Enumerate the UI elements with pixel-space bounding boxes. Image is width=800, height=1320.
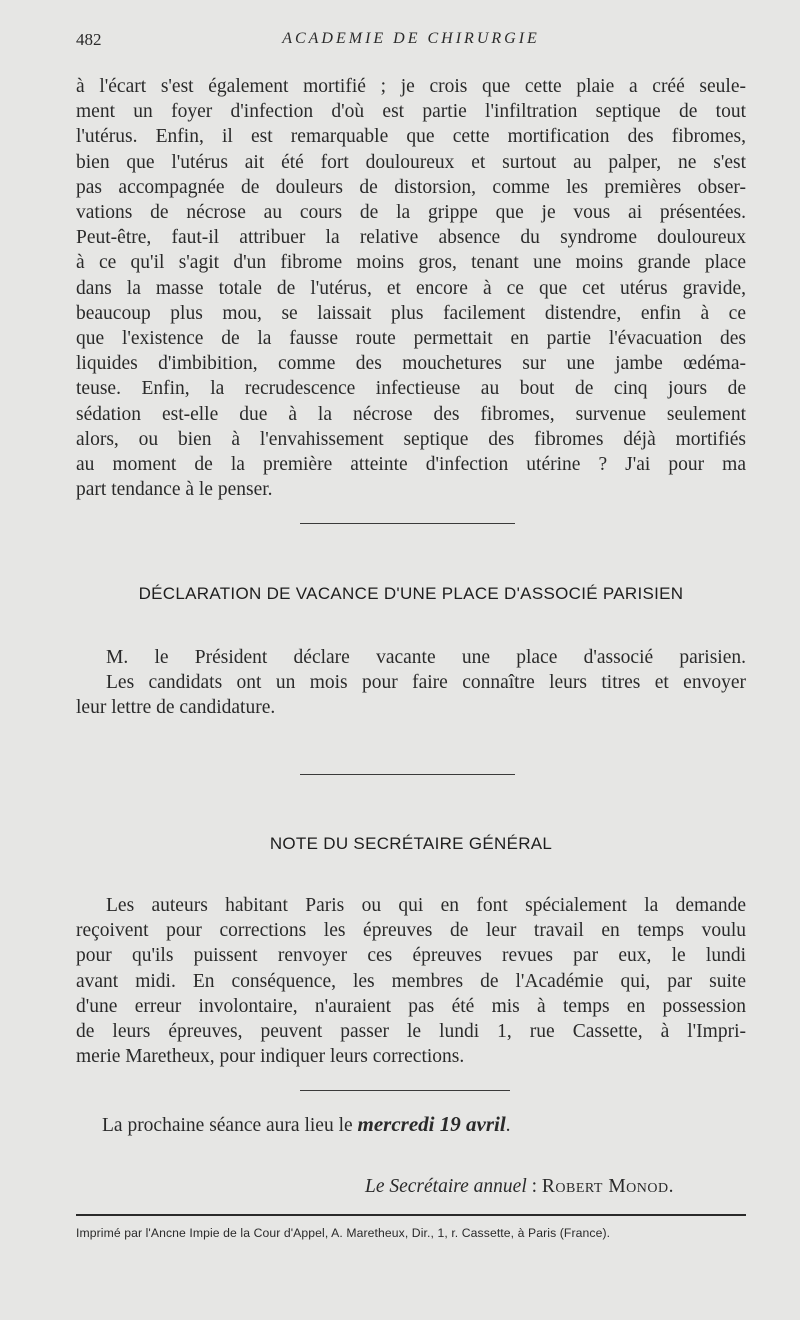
text-line: Les candidats ont un mois pour faire connaître leurs titres et envoyer <box>106 672 746 694</box>
text-line: d'une erreur involontaire, n'auraient pas été mis à temps en possession <box>76 995 746 1017</box>
next-session-notice <box>102 1112 511 1137</box>
text-line: sédation est-elle due à la nécrose des fibromes, survenue seulement <box>76 403 746 425</box>
text-line: vations de nécrose au cours de la grippe que je vous ai présentées. <box>76 202 746 224</box>
text-line: M. le Président déclare vacante une place d'associé parisien. <box>106 647 746 668</box>
text-line: teuse. Enfin, la recrudescence infectieuse au bout de cinq jours de <box>76 378 746 400</box>
next-session-date: mercredi 19 avril <box>357 1112 506 1136</box>
page-header <box>76 30 746 54</box>
section-divider <box>300 774 515 775</box>
text-line: reçoivent pour corrections les épreuves de leur travail en temps voulu <box>76 920 746 942</box>
page-number: 482 <box>76 30 102 49</box>
vacancy-heading: DÉCLARATION DE VACANCE D'UNE PLACE D'ASSOCIÉ PARISIEN <box>138 584 684 603</box>
text-line: à ce qu'il s'agit d'un fibrome moins gros, tenant une moins grande place <box>76 252 746 274</box>
text-line: ment un foyer d'infection d'où est partie l'infiltration septique de tout <box>76 101 746 123</box>
note-heading: NOTE DU SECRÉTAIRE GÉNÉRAL <box>269 834 553 853</box>
section-divider <box>300 523 515 524</box>
text-line: au moment de la première atteinte d'infection utérine ? J'ai pour ma <box>76 454 746 476</box>
text-line: avant midi. En conséquence, les membres de l'Académie qui, par suite <box>76 970 746 992</box>
body-paragraph <box>76 74 746 502</box>
signature-separator: : <box>526 1176 542 1197</box>
next-session-suffix: . <box>505 1115 511 1136</box>
text-line: leur lettre de candidature. <box>76 697 276 719</box>
text-line: pas accompagnée de douleurs de distorsion, comme les premières obser- <box>76 176 746 198</box>
vacancy-paragraph <box>76 645 746 721</box>
text-line: Peut-être, faut-il attribuer la relative absence du syndrome douloureux <box>76 227 746 249</box>
text-line: Les auteurs habitant Paris ou qui en font spécialement la demande <box>106 895 746 916</box>
signature <box>365 1176 674 1198</box>
section-divider <box>300 1090 510 1091</box>
text-line: beaucoup plus mou, se laissait plus facilement distendre, enfin à ce <box>76 302 746 324</box>
signature-role: Le Secrétaire annuel <box>365 1176 527 1197</box>
text-line: part tendance à le penser. <box>76 479 273 501</box>
signature-name: Robert Monod. <box>541 1176 674 1197</box>
note-paragraph <box>76 893 746 1069</box>
printer-imprint: Imprimé par l'Ancne Impie de la Cour d'Appel, A. Maretheux, Dir., 1, r. Cassette, à Paris (France). <box>76 1226 611 1240</box>
text-line: alors, ou bien à l'envahissement septique des fibromes déjà mortifiés <box>76 428 746 450</box>
next-session-prefix: La prochaine séance aura lieu le <box>102 1115 358 1136</box>
text-line: liquides d'imbibition, comme des mouchetures sur une jambe œdéma- <box>76 353 746 375</box>
text-line: bien que l'utérus ait été fort douloureux et surtout au palper, ne s'est <box>76 151 746 173</box>
footer-rule <box>76 1214 746 1216</box>
text-line: de leurs épreuves, peuvent passer le lundi 1, rue Cassette, à l'Impri- <box>76 1021 746 1043</box>
text-line: merie Maretheux, pour indiquer leurs corrections. <box>76 1046 465 1068</box>
text-line: pour qu'ils puissent renvoyer ces épreuves revues par eux, le lundi <box>76 945 746 967</box>
text-line: dans la masse totale de l'utérus, et encore à ce que cet utérus gravide, <box>76 277 746 299</box>
running-title: ACADEMIE DE CHIRURGIE <box>282 30 540 47</box>
text-line: à l'écart s'est également mortifié ; je crois que cette plaie a créé seule- <box>76 76 746 97</box>
text-line: que l'existence de la fausse route permettait en partie l'évacuation des <box>76 328 746 350</box>
text-line: l'utérus. Enfin, il est remarquable que cette mortification des fibromes, <box>76 126 746 148</box>
